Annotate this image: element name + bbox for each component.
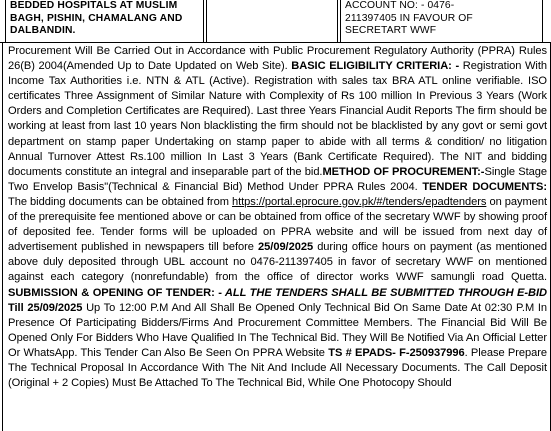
e-bid-notice: ALL THE TENDERS SHALL BE SUBMITTED THROUGH E-BID [221,286,547,299]
border-left [2,42,3,431]
proposal-text: . Please Prepare The Technical Proposal In Accordance With The Nit And Include All Necessary Documents. The Call Deposit (Original + 2 Copies) Must Be Attached To The Technical Bid, While One Photocopy Should [8,346,547,390]
ts-number: TS # EPADS- F-250937996 [328,346,465,359]
tender-forms-text: on payment of the prerequisite fee mentioned above or can be obtained from office of the secretary WWF by showing proof of deposited fee. Tender forms will be uploaded on PPRA website and will be issued from next day of advertisement published in newspapers till before [8,195,547,254]
method-heading: METHOD OF PROCUREMENT:- [322,165,485,178]
payment-text: during office hours on payment (as mentioned above duly deposited through UBL account no 0476-211397405 in favor of secretary WWF on mentioned against each category (nonrefundable) from the office of director works WWF samungli road Quetta. [8,241,547,284]
eligibility-heading: BASIC ELIGIBILITY CRITERIA: - [291,60,460,73]
table-cell-blank [543,0,551,42]
submission-date: 25/09/2025 [27,301,83,314]
tender-documents-heading: TENDER DOCUMENTS: [422,180,548,193]
opening-text: Up To 12:00 P.M And All Shall Be Opened Only Technical Bid On Same Date At 02:30 P.M In Presence Of Participating Bidders/Firms And Procurement Committee Members. The Financial Bid Will Be Opened Only For Bidders Who Have Qualified In The Technical Bid. They Will Be Notified Via An Official Letter Or WhatsApp. This Tender Can Also Be Seen On PPRA Website [8,301,547,359]
procurement-rules-text: Procurement Will Be Carried Out in Accordance with Public Procurement Regulatory Authority (PPRA) Rules 26(B) 2004(Amended Up to Date Updated on Web Site). [8,45,547,73]
table-cell-work-description: BEDDED HOSPITALS AT MUSLIM BAGH, PISHIN, CHAMALANG AND DALBANDIN. [6,0,204,42]
notice-body-paragraph [8,44,547,391]
deadline-date: 25/09/2025 [258,241,314,254]
ppra-portal-link[interactable]: https://portal.eprocure.gov.pk/#/tenders/epadtenders [231,195,487,208]
till-text: Till [8,301,28,314]
table-cell-blank [207,0,338,42]
tender-documents-text: The bidding documents can be obtained from [8,195,232,208]
eligibility-text: Registration With Income Tax Authorities i.e. NTN & ATL (Active). Registration with sales tax BRA ATL online verifiable. ISO certificates Three Assignment of Similar Nature with Complexity of Rs 100 million In Previous 3 Years (Work Orders and Completion Certificates are Required). Last three Years Financial Audit Reports The firm should be working at least from last 10 years Non blacklisting the firm should not be blacklisted by any govt or semi govt department on stamp paper Undertaking on stamp paper to abide with all terms & condition/ no litigation Annual Turnover Attest Rs.100 million In Last 3 Years (Bank Certificate Required). The NIT and bidding documents constitute an integral and inseparable part of the bid. [8,60,547,178]
method-text: Single Stage Two Envelop Basis"(Technical & Financial Bid) Method Under PPRA Rules 2004. [8,165,547,193]
table-cell-account: ACCOUNT NO: - 0476- 211397405 IN FAVOUR OF SECRETART WWF [341,0,543,42]
submission-heading: SUBMISSION & OPENING OF TENDER: - [8,286,222,299]
tender-table-bottom-row [0,0,551,43]
